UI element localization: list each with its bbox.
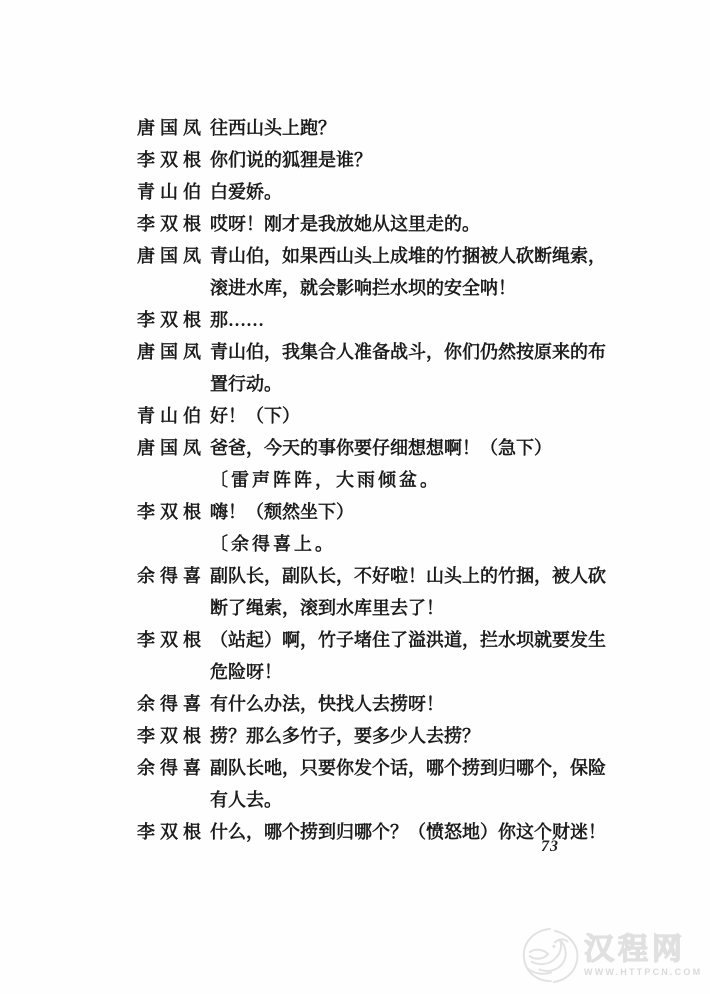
- stage-direction-line: [137, 528, 597, 560]
- watermark-logo-icon: [520, 923, 582, 987]
- watermark-site-name: 汉程网: [584, 932, 686, 966]
- dialogue-text: 青山伯，如果西山头上成堆的竹捆被人砍断绳索，滚进水库，就会影响拦水坝的安全呐！: [210, 246, 606, 298]
- speaker-name: 青山伯: [137, 182, 206, 202]
- dialogue-text: 副队长吔，只要你发个话，哪个捞到归哪个，保险有人去。: [210, 758, 606, 810]
- speaker-name: 李双根: [137, 150, 206, 170]
- script-line: [137, 432, 597, 464]
- script-line: [137, 752, 606, 816]
- dialogue-text: 好！（下）: [210, 406, 300, 426]
- dialogue-text: 爸爸，今天的事你要仔细想想啊！（急下）: [210, 438, 552, 458]
- speaker-name: 唐国凤: [137, 342, 206, 362]
- watermark-text: [584, 934, 702, 977]
- dialogue-text: 什么，哪个捞到归哪个？（愤怒地）你这个财迷！: [210, 822, 606, 842]
- speaker-name: 李双根: [137, 630, 206, 650]
- script-line: [137, 400, 597, 432]
- speaker-name: 李双根: [137, 502, 206, 522]
- script-line: [137, 144, 597, 176]
- script-line: [137, 208, 597, 240]
- script-dialogue-block: [137, 112, 606, 848]
- script-line: [137, 240, 606, 304]
- page-number: 73: [541, 838, 559, 855]
- speaker-name: 李双根: [137, 822, 206, 842]
- script-line: [137, 624, 606, 688]
- speaker-name: 唐国凤: [137, 246, 206, 266]
- script-line: [137, 496, 597, 528]
- speaker-name: 唐国凤: [137, 438, 206, 458]
- dialogue-text: （站起）啊，竹子堵住了溢洪道，拦水坝就要发生危险呀！: [210, 630, 606, 682]
- script-line: [137, 688, 597, 720]
- dialogue-text: 副队长，副队长，不好啦！山头上的竹捆，被人砍断了绳索，滚到水库里去了！: [210, 566, 606, 618]
- script-line: [137, 720, 597, 752]
- script-line: [137, 560, 606, 624]
- speaker-name: 余得喜: [137, 566, 206, 586]
- script-line: [137, 816, 606, 848]
- watermark-site-url: WWW.HTTPCN.COM: [584, 966, 703, 977]
- site-watermark: [520, 920, 708, 990]
- dialogue-text: 捞？那么多竹子，要多少人去捞？: [210, 726, 480, 746]
- dialogue-text: 有什么办法，快找人去捞呀！: [210, 694, 444, 714]
- script-line: [137, 304, 597, 336]
- script-line: [137, 336, 606, 400]
- dialogue-text: 那……: [210, 310, 264, 330]
- script-line: [137, 176, 597, 208]
- stage-direction-line: [137, 464, 597, 496]
- speaker-name: 余得喜: [137, 758, 206, 778]
- speaker-name: 唐国凤: [137, 118, 206, 138]
- dialogue-text: 往西山头上跑？: [210, 118, 336, 138]
- dialogue-text: 嗨！（颓然坐下）: [210, 502, 354, 522]
- speaker-name: 李双根: [137, 310, 206, 330]
- script-line: [137, 112, 597, 144]
- dialogue-text: 白爱娇。: [210, 182, 282, 202]
- dialogue-text: 哎呀！刚才是我放她从这里走的。: [210, 214, 480, 234]
- speaker-name: 余得喜: [137, 694, 206, 714]
- speaker-name: 李双根: [137, 726, 206, 746]
- dialogue-text: 你们说的狐狸是谁？: [210, 150, 372, 170]
- speaker-name: 李双根: [137, 214, 206, 234]
- stage-direction-text: 〔余得喜上。: [210, 534, 336, 554]
- stage-direction-text: 〔雷声阵阵，大雨倾盆。: [210, 470, 441, 490]
- speaker-name: 青山伯: [137, 406, 206, 426]
- dialogue-text: 青山伯，我集合人准备战斗，你们仍然按原来的布置行动。: [210, 342, 606, 394]
